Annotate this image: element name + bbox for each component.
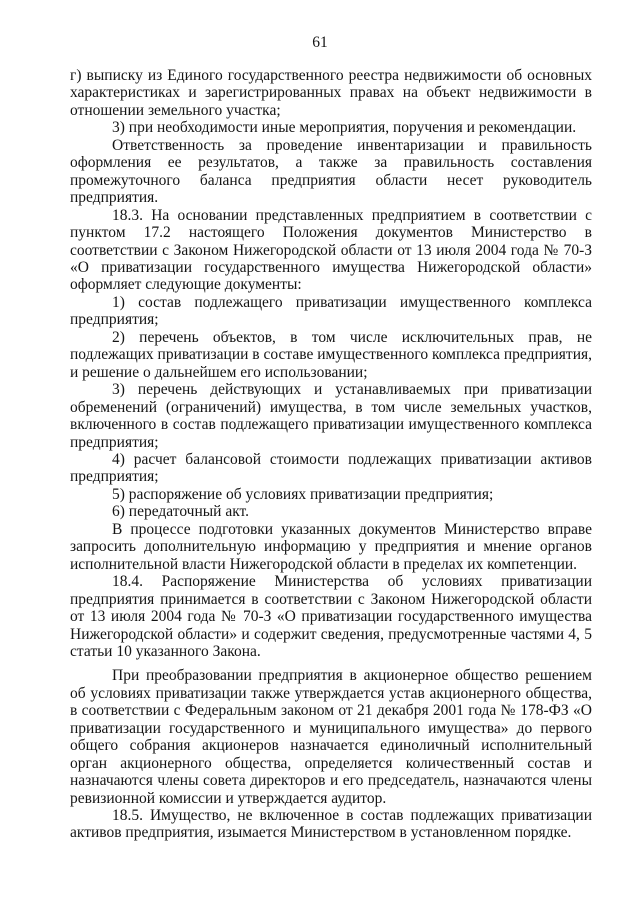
- paragraph-item-g: г) выписку из Единого государственного реестра недвижимости об основных характеристиках и зарегистрированных правах на объект недвижимости в отношении земельного участка;: [70, 67, 592, 119]
- document-body: [70, 67, 592, 842]
- list-item-3: 3) перечень действующих и устанавливаемых при приватизации обременений (ограничений) имущества, в том числе земельных участков, включенного в состав подлежащего приватизации имущественного комплекса предприятия;: [70, 381, 592, 451]
- paragraph-joint-stock-conversion: При преобразовании предприятия в акционерное общество решением об условиях приватизации также утверждается устав акционерного общества, в соответствии с Федеральным законом от 21 декабря 2001 года № 178-ФЗ «О приватизации государственного и муниципального имущества» до первого общего собрания акционеров назначается единоличный исполнительный орган акционерного общества, определяется количественный состав и назначаются члены совета директоров и его председатель, назначаются члены ревизионной комиссии и утверждается аудитор.: [70, 667, 592, 807]
- page-number: 61: [312, 34, 328, 51]
- list-item-4: 4) расчет балансовой стоимости подлежащих приватизации активов предприятия;: [70, 450, 592, 486]
- list-item-2: 2) перечень объектов, в том числе исключительных прав, не подлежащих приватизации в составе имущественного комплекса предприятия, и решение о дальнейшем его использовании;: [70, 328, 593, 381]
- paragraph-additional-info: В процессе подготовки указанных документов Министерство вправе запросить дополнительную информацию у предприятия и мнение органов исполнительной власти Нижегородской области в пределах их компетенции.: [70, 520, 592, 573]
- paragraph-responsibility: Ответственность за проведение инвентаризации и правильность оформления ее результатов, а также за правильность составления промежуточного баланса предприятия области несет руководитель предприятия.: [70, 136, 592, 207]
- paragraph-18-5: 18.5. Имущество, не включенное в состав подлежащих приватизации активов предприятия, изымается Министерством в установленном порядке.: [70, 807, 592, 842]
- paragraph-18-3: 18.3. На основании представленных предприятием в соответствии с пунктом 17.2 настоящего Положения документов Министерство в соответствии с Законом Нижегородской области от 13 июля 2004 года № 70-З «О приватизации государственного имущества Нижегородской области» оформляет следующие документы:: [70, 206, 592, 294]
- paragraph-18-4: 18.4. Распоряжение Министерства об условиях приватизации предприятия принимается в соответствии с Законом Нижегородской области от 13 июля 2004 года № 70-З «О приватизации государственного имущества Нижегородской области» и содержит сведения, предусмотренные частями 4, 5 статьи 10 указанного Закона.: [70, 573, 592, 660]
- paragraph-item-3: 3) при необходимости иные мероприятия, поручения и рекомендации.: [112, 119, 577, 137]
- list-item-6: 6) передаточный акт.: [112, 503, 250, 521]
- list-item-5: 5) распоряжение об условиях приватизации предприятия;: [112, 485, 494, 503]
- list-item-1: 1) состав подлежащего приватизации имущественного комплекса предприятия;: [70, 293, 592, 329]
